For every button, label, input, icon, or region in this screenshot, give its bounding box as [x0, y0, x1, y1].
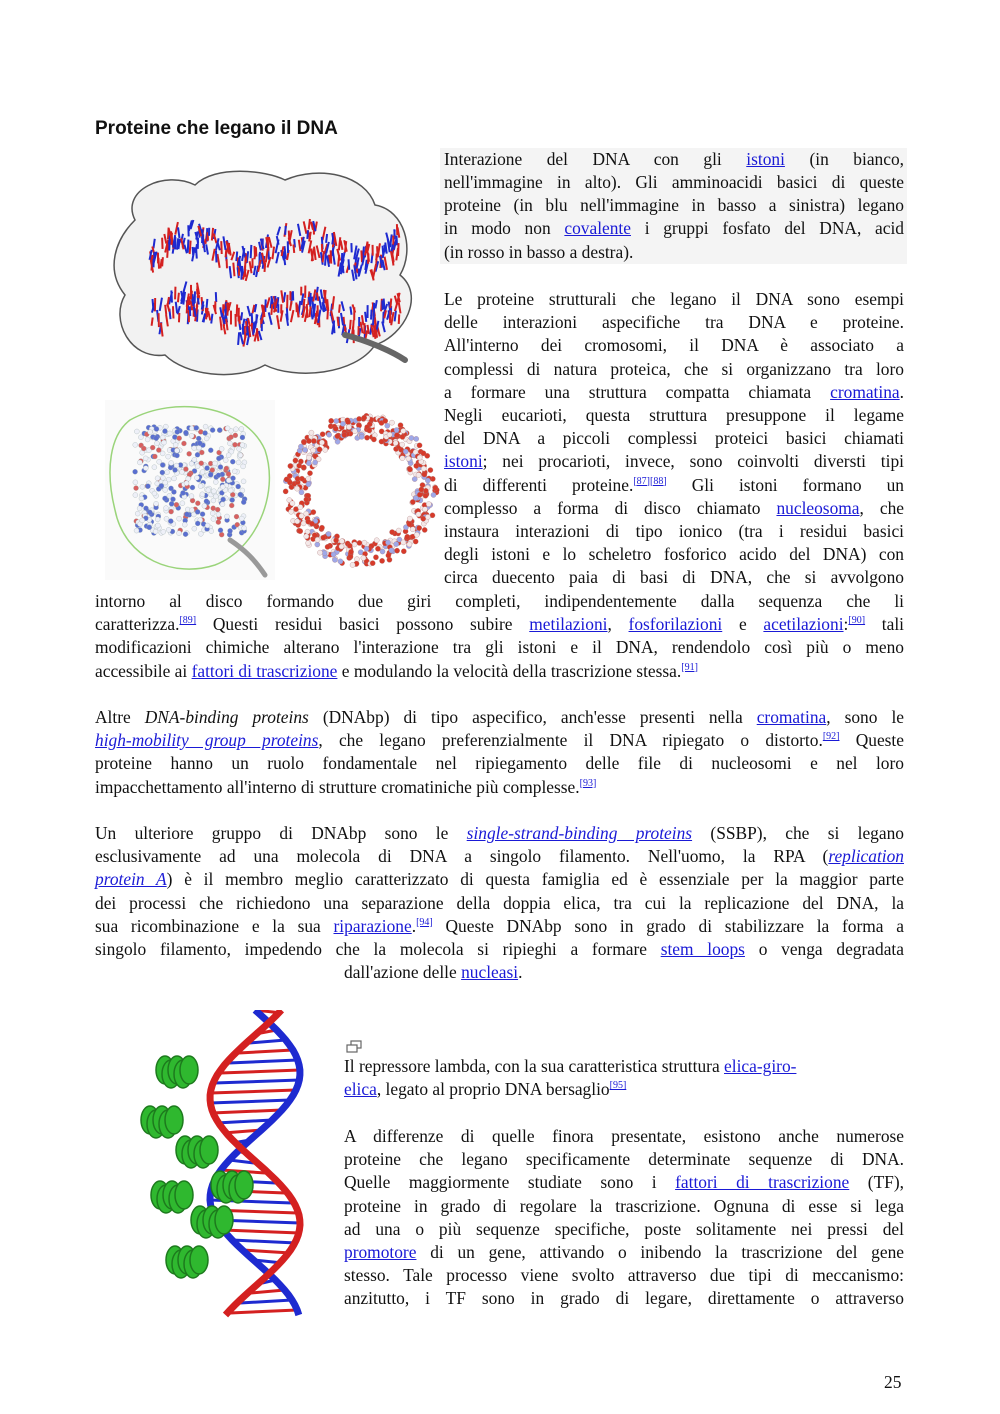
figure1-caption: Interazione del DNA con gli istoni (in bianco, — [444, 149, 904, 169]
ref-95[interactable]: [95] — [609, 1080, 627, 1092]
link-riparazione[interactable]: riparazione — [333, 915, 412, 936]
figure1-caption-body: nell'immagine in alto). Gli amminoacidi basici di queste proteine (in blu nell'immagine in basso a sinistra) legano in modo non covalente i gruppi fosfato del DNA, acid (in rosso in basso a destra). — [444, 172, 904, 262]
link-ssbp[interactable]: single-strand-binding proteins — [466, 823, 693, 843]
section-title: Proteine che legano il DNA — [95, 118, 338, 139]
link-stem-loops[interactable]: stem loops — [660, 938, 745, 959]
paragraph-3: Un ulteriore gruppo di DNAbp sono le single-strand-binding proteins (SSBP), che si legano esclusivamente ad una molecola di DNA a singolo filamento. Nell'uomo, la RPA (replication protein A) è il membro meglio caratterizzato di questa famiglia ed è essenziale per la maggior parte dei processi che richiedono una separazione della doppia elica, tra cui la replicazione del DNA, la sua ricombinazione e la sua riparazione.[94] Queste DNAbp sono in grado di stabilizzare la forma a singolo filamento, impedendo che la molecola si ripieghi a formare stem loops o venga degradata — [95, 823, 904, 959]
paragraph-1-column: Le proteine strutturali che legano il DNA sono esempi delle interazioni aspecifiche tra DNA e proteine. All'interno dei cromosomi, il DNA è associato a complessi di natura proteica, che si organizzano tra loro a formare una struttura compatta chiamata cromatina. Negli eucarioti, questa struttura presuppone il legame del DNA a piccoli complessi proteici basici chiamati istoni; nei procarioti, invece, sono coinvolti diversti tipi di differenti proteine.[87][88] Gli istoni formano un complesso a forma di disco chiamato nucleosoma, che instaura interazioni di tipo ionico (tra i residui basici degli istoni e lo scheletro fosforico acido del DNA) con circa duecento paia di basi di DNA, che si avvolgono — [444, 289, 904, 588]
link-elica-giro-elica-1[interactable]: elica-giro- — [724, 1056, 797, 1076]
paragraph-1-full: intorno al disco formando due giri completi, indipendentemente dalla sequenza che li caratterizza.[89] Questi residui basici possono subire metilazioni, fosforilazioni e acetilazioni:[90] tali modificazioni chimiche alterano l'interazione tra gli istoni e il DNA, rendendolo così più o meno accessibile ai fattori di trascrizione e modulando la velocità della trascrizione stessa.[91] — [95, 591, 904, 681]
link-acetilazioni[interactable]: acetilazioni — [763, 614, 844, 635]
link-istoni-2[interactable]: istoni — [444, 451, 483, 472]
figure2-caption: Il repressore lambda, con la sua caratteristica struttura elica-giro- elica, legato al proprio DNA bersaglio[95] — [344, 1056, 797, 1100]
link-elica-giro-elica-2[interactable]: elica — [344, 1079, 377, 1100]
link-fattori-trascrizione-2[interactable]: fattori di trascrizione — [675, 1172, 850, 1193]
ref-94[interactable]: [94] — [416, 916, 433, 928]
ref-90[interactable]: [90] — [848, 615, 866, 627]
link-covalente[interactable]: covalente — [564, 218, 631, 239]
ref-93[interactable]: [93] — [579, 777, 597, 789]
ref-87[interactable]: [87] — [633, 475, 650, 487]
lambda-repressor-image — [125, 1010, 340, 1320]
histone-octamer-image — [105, 400, 275, 580]
link-fattori-trascrizione[interactable]: fattori di trascrizione — [191, 660, 338, 681]
link-istoni[interactable]: istoni — [746, 149, 785, 169]
paragraph-3-end: dall'azione delle nucleasi. — [344, 962, 523, 982]
nucleosome-image — [105, 160, 440, 385]
dna-ring-image — [282, 400, 440, 580]
link-rpa-1[interactable]: replication — [828, 846, 904, 867]
link-fosforilazioni[interactable]: fosforilazioni — [628, 614, 723, 635]
link-hmg-proteins[interactable]: high-mobility group proteins — [95, 730, 319, 751]
paragraph-4: A differenze di quelle finora presentate, esistono anche numerose proteine che legano specificamente determinate sequenze di DNA. Quelle maggiormente studiate sono i fattori di trascrizione (TF), proteine in grado di regolare la trascrizione. Ognuna di esse si lega ad una o più sequenze specifiche, poste solitamente nei pressi del promotore di un gene, attivando o inibendo la trascrizione del gene stesso. Tale processo viene svolto attraverso due tipi di meccanismo: anzitutto, i TF sono in grado di legare, direttamente o attraverso — [344, 1126, 904, 1309]
ref-88[interactable]: [88] — [649, 475, 667, 487]
link-nucleasi[interactable]: nucleasi — [461, 962, 519, 982]
ref-92[interactable]: [92] — [822, 731, 840, 743]
ref-89[interactable]: [89] — [179, 615, 197, 627]
page-number: 25 — [884, 1372, 902, 1392]
enlarge-icon[interactable] — [346, 1040, 364, 1054]
link-rpa-2[interactable]: protein A — [95, 869, 167, 890]
link-promotore[interactable]: promotore — [344, 1241, 417, 1262]
link-metilazioni[interactable]: metilazioni — [529, 614, 608, 635]
ref-91[interactable]: [91] — [681, 661, 698, 673]
paragraph-2: Altre DNA-binding proteins (DNAbp) di tipo aspecifico, anch'esse presenti nella cromatina, sono le high-mobility group proteins, che legano preferenzialmente il DNA ripiegato o distorto.[92] Queste proteine hanno un ruolo fondamentale nel ripiegamento delle file di nucleosomi e nel loro impacchettamento all'interno di strutture cromatiniche più complesse.[93] — [95, 707, 904, 797]
link-cromatina[interactable]: cromatina — [830, 381, 900, 402]
link-nucleosoma[interactable]: nucleosoma — [776, 497, 860, 518]
link-cromatina-2[interactable]: cromatina — [756, 707, 827, 727]
